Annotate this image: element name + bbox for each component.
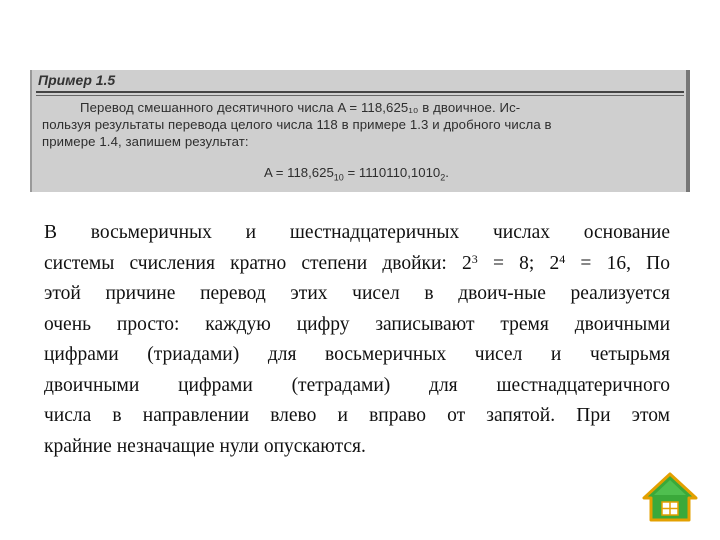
paragraph-line-8: крайние незначащие нули опускаются.: [44, 435, 366, 457]
paragraph-line-5: цифрами (триадами) для восьмеричных чисел и четырьмя: [44, 344, 670, 365]
example-rule-thin: [36, 95, 684, 96]
paragraph-line-4: очень просто: каждую цифру записывают тремя двоичными: [44, 313, 670, 335]
main-paragraph: [44, 218, 670, 462]
paragraph-line-6: двоичными цифрами (тетрадами) для шестнадцатеричного: [44, 374, 670, 396]
home-button[interactable]: [642, 472, 698, 522]
example-line-3: примере 1.4, запишем результат:: [42, 134, 249, 149]
example-scan-image: [30, 70, 690, 192]
example-formula: $A = 118,625_{10} = 1110110,1010_2$.: [264, 165, 449, 183]
example-body: [42, 99, 680, 150]
example-title: Пример 1.5: [38, 72, 116, 88]
paragraph-line-7: числа в направлении влево и вправо от запятой. При этом: [44, 405, 670, 426]
paragraph-line-2: системы счисления кратно степени двойки: $2^3 = 8$; $2^4 = 16$, По: [44, 251, 670, 274]
paragraph-line-3: этой причине перевод этих чисел в двоич-ные реализуется: [44, 283, 670, 304]
example-rule: [36, 91, 684, 93]
home-icon: [642, 472, 698, 522]
example-line-2: пользуя результаты перевода целого числа 118 в примере 1.3 и дробного числа в: [42, 117, 552, 132]
example-line-1: Перевод смешанного десятичного числа A = 118,625₁₀ в двоичное. Ис-: [80, 100, 521, 115]
paragraph-line-1: В восьмеричных и шестнадцатеричных числах основание: [44, 222, 670, 243]
